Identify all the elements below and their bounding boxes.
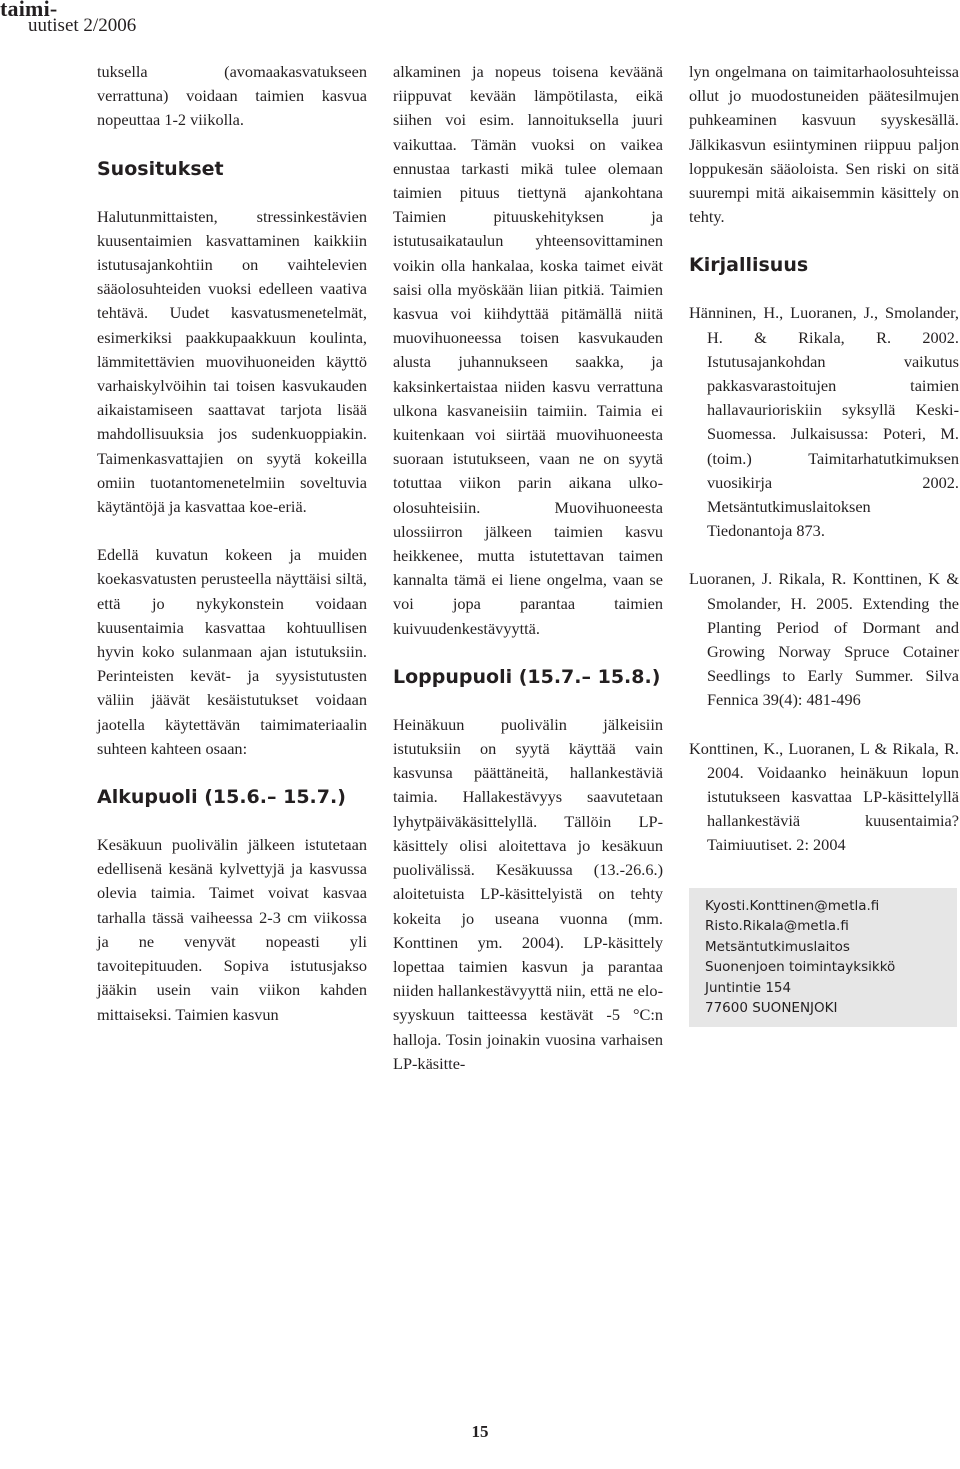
contact-postcode: 77600 SUONENJOKI — [705, 1000, 838, 1017]
section-heading-kirjallisuus: Kirjallisuus — [689, 254, 809, 277]
paragraph: tuksella (avomaakasvatukseen verrattuna) voidaan taimien kasvua nopeuttaa 1-2 viikolla. — [97, 62, 367, 130]
section-heading-loppupuoli: Loppupuoli (15.7.– 15.8.) — [393, 665, 661, 688]
brand-name-line1: taimi- — [0, 0, 58, 21]
paragraph: Heinäkuun puolivälin jälkeisiin istutuksiin on syytä käyttää vain kasvunsa päättäneitä, hallankestäviä taimia. Hallakestävyys saavutetaan lyhytpäiväkäsittelyllä. Tällöin LP-käsittely olisi aloitettava jo kesäkuun puolivälissä. Kesäkuussa (13.-26.6.) aloitetuista LP-käsittelyistä on tehty kokeita jo useana vuonna (mm. Konttinen ym. 2004). LP-käsittely lopettaa taimien kasvun ja parantaa niiden hallankestävyyttä niin, että ne elo-syyskuun taitteessa kestävät -5 °C:n halloja. Tosin joinakin vuosina varhaisen LP-käsitte- — [393, 714, 663, 1073]
contact-email: Kyosti.Konttinen@metla.fi — [705, 897, 880, 914]
paragraph: Kesäkuun puolivälin jälkeen istutetaan edellisenä kesänä kylvettyjä ja kasvussa olevia taimia. Taimet voivat kasvaa tarhalla tässä vaiheessa 2-3 cm viikossa ja ne venyvät nopeasti yli tavoitepituuden. Sopiva istutusjakso jääkin usein vain viikon kahden mittaiseksi. Taimien kasvun — [97, 835, 367, 1024]
column-3 — [689, 60, 959, 1027]
paragraph: alkaminen ja nopeus toisena keväänä riippuvat kevään lämpötilasta, eikä siihen voi esim. lannoituksella juuri vaikuttaa. Tämän vuoksi on vaikea ennustaa tarkasti mikä tulee olemaan taimien pituus tiettynä ajankohtana Taimien pituuskehityksen ja istutusaikataulun yhteensovittaminen voikin olla hankalaa, koska taimet eivät saisi olla myöskään liian pitkiä. Taimien kasvua voi kiihdyttää pitämällä niitä muovihuoneessa toisen kasvukauden alusta juhannukseen saakka, ja kaksinkertaistaa niiden kasvu verrattuna ulkona kasvaneisiin taimiin. Taimia ei kuitenkaan voi siirtää muovihuoneesta suoraan istutukseen, vaan ne on syytä totuttaa viikon parin aikana ulko-olosuhteisiin. Muovihuoneesta ulossiirron jälkeen taimien kasvu heikkenee, mutta istutettavan taimen kannalta tämä ei liene ongelma, vaan se voi jopa parantaa taimien kuivuudenkestävyyttä. — [393, 62, 663, 638]
paragraph: Edellä kuvatun kokeen ja muiden koekasvatusten perusteella näyttäisi siltä, että jo nykykonstein voidaan kuusentaimia kasvattaa kohtuullisen hyvin koko sulanmaan ajan istutuksiin. Perinteisten kevät- ja syysistutusten väliin jäävät kesäistutukset voidaan jaotella käytettävän taimimateriaalin suhteen kahteen osaan: — [97, 545, 367, 758]
section-heading-suositukset: Suositukset — [97, 157, 224, 180]
contact-organization: Metsäntutkimuslaitos — [705, 938, 850, 955]
brand-name-line2: uutiset 2/2006 — [28, 15, 137, 36]
column-1 — [97, 60, 367, 1027]
column-2 — [393, 60, 663, 1076]
section-heading-alkupuoli: Alkupuoli (15.6.– 15.7.) — [97, 786, 346, 809]
contact-unit: Suonenjoen toimintayksikkö — [705, 959, 896, 976]
paragraph: lyn ongelmana on taimitarhaolosuhteissa ollut jo muodostuneiden päätesilmujen puhkeaminen kasvuun syyskesällä. Jälkikasvun esiintyminen riippuu paljon loppukesän sääoloista. Sen riski on sitä suurempi mitä aikaisemmin käsittely on tehty. — [689, 62, 959, 227]
masthead — [0, 0, 960, 40]
contact-email: Risto.Rikala@metla.fi — [705, 918, 849, 935]
contact-box — [689, 888, 957, 1027]
reference-item: Konttinen, K., Luoranen, L & Rikala, R. 2004. Voidaanko heinäkuun lopun istutukseen kasvattaa LP-käsittelyllä hallankestäviä kuusentaimia? Taimiuutiset. 2: 2004 — [689, 738, 959, 855]
paragraph: Halutunmittaisten, stressinkestävien kuusentaimien kasvattaminen kaikkiin istutusajankohtiin on vaihtelevien sääolosuhteiden vuoksi edelleen vaativa tehtävä. Uudet kasvatusmenetelmät, esimerkiksi paakkupaakkuun koulinta, lämmitettävien muovihuoneiden käyttö varhaiskylvöihin tai toisen kasvukauden aikaistamiseen saattavat tarjota lisää mahdollisuuksia jos sudenkuoppiakin. Taimenkasvattajien on syytä kokeilla omiin tuotantomenetelmiin soveltuvia käytäntöjä ja kasvattaa koe-eriä. — [97, 206, 367, 517]
contact-street: Juntintie 154 — [705, 979, 792, 996]
page-number: 15 — [471, 1422, 489, 1441]
reference-item: Hänninen, H., Luoranen, J., Smolander, H. & Rikala, R. 2002. Istutusajankohdan vaikutus pakkasvarastoitujen taimien hallavaurioriskiin syksyllä Keski-Suomessa. Julkaisussa: Poteri, M.(toim.) Taimitarhatutkimuksen vuosikirja 2002. Metsäntutkimuslaitoksen Tiedonantoja 873. — [689, 303, 959, 541]
reference-item: Luoranen, J. Rikala, R. Konttinen, K & Smolander, H. 2005. Extending the Planting Period of Dormant and Growing Norway Spruce Cotainer Seedlings to Early Summer. Silva Fennica 39(4): 481-496 — [689, 569, 959, 710]
